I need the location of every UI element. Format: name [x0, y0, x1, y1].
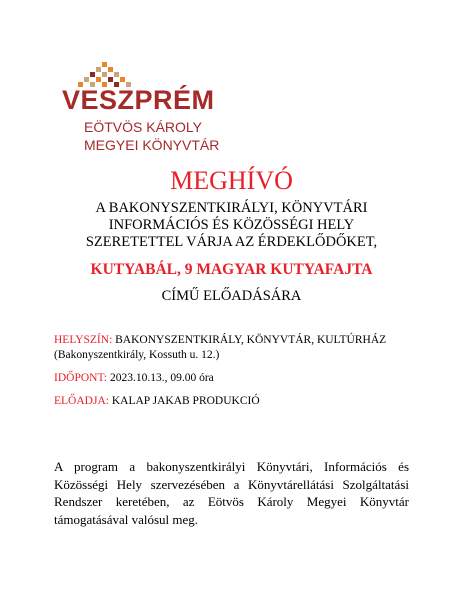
location-label: HELYSZÍN: — [54, 334, 113, 346]
intro-line3: SZERETETTEL VÁRJA AZ ÉRDEKLŐDŐKET, — [85, 234, 378, 250]
invitation-heading: MEGHÍVÓ — [170, 166, 293, 195]
time-row — [54, 371, 214, 385]
intro-line1: A BAKONYSZENTKIRÁLYI, KÖNYVTÁRI — [95, 200, 368, 216]
presenter-value: KALAP JAKAB PRODUKCIÓ — [108, 395, 260, 407]
event-subtitle: CÍMŰ ELŐADÁSÁRA — [161, 288, 302, 304]
logo-title: VESZPRÉM — [62, 85, 215, 115]
location-value: BAKONYSZENTKIRÁLY, KÖNYVTÁR, KULTÚRHÁZ — [112, 334, 387, 346]
presenter-label: ELŐADJA: — [54, 395, 109, 407]
footer-paragraph: A program a bakonyszentkirályi Könyvtári, Információs és Közösségi Hely szervezésében a Könyvtárellátási Szolgáltatási Rendszer keretében, az Eötvös Károly Megyei Könyvtár támogatásával valósul meg. — [54, 459, 409, 527]
intro-line2: INFORMÁCIÓS ÉS KÖZÖSSÉGI HELY — [108, 217, 355, 233]
time-value: 2023.10.13., 09.00 óra — [107, 372, 214, 384]
event-title: KUTYABÁL, 9 MAGYAR KUTYAFAJTA — [90, 261, 373, 278]
library-logo — [62, 62, 222, 154]
location-row — [54, 333, 386, 347]
logo-subtitle-line2: MEGYEI KÖNYVTÁR — [84, 137, 220, 153]
time-label: IDŐPONT: — [54, 372, 108, 384]
presenter-row — [54, 394, 260, 408]
location-address: (Bakonyszentkirály, Kossuth u. 12.) — [54, 349, 220, 361]
logo-subtitle-line1: EÖTVÖS KÁROLY — [84, 119, 202, 135]
intro-text — [0, 200, 463, 251]
